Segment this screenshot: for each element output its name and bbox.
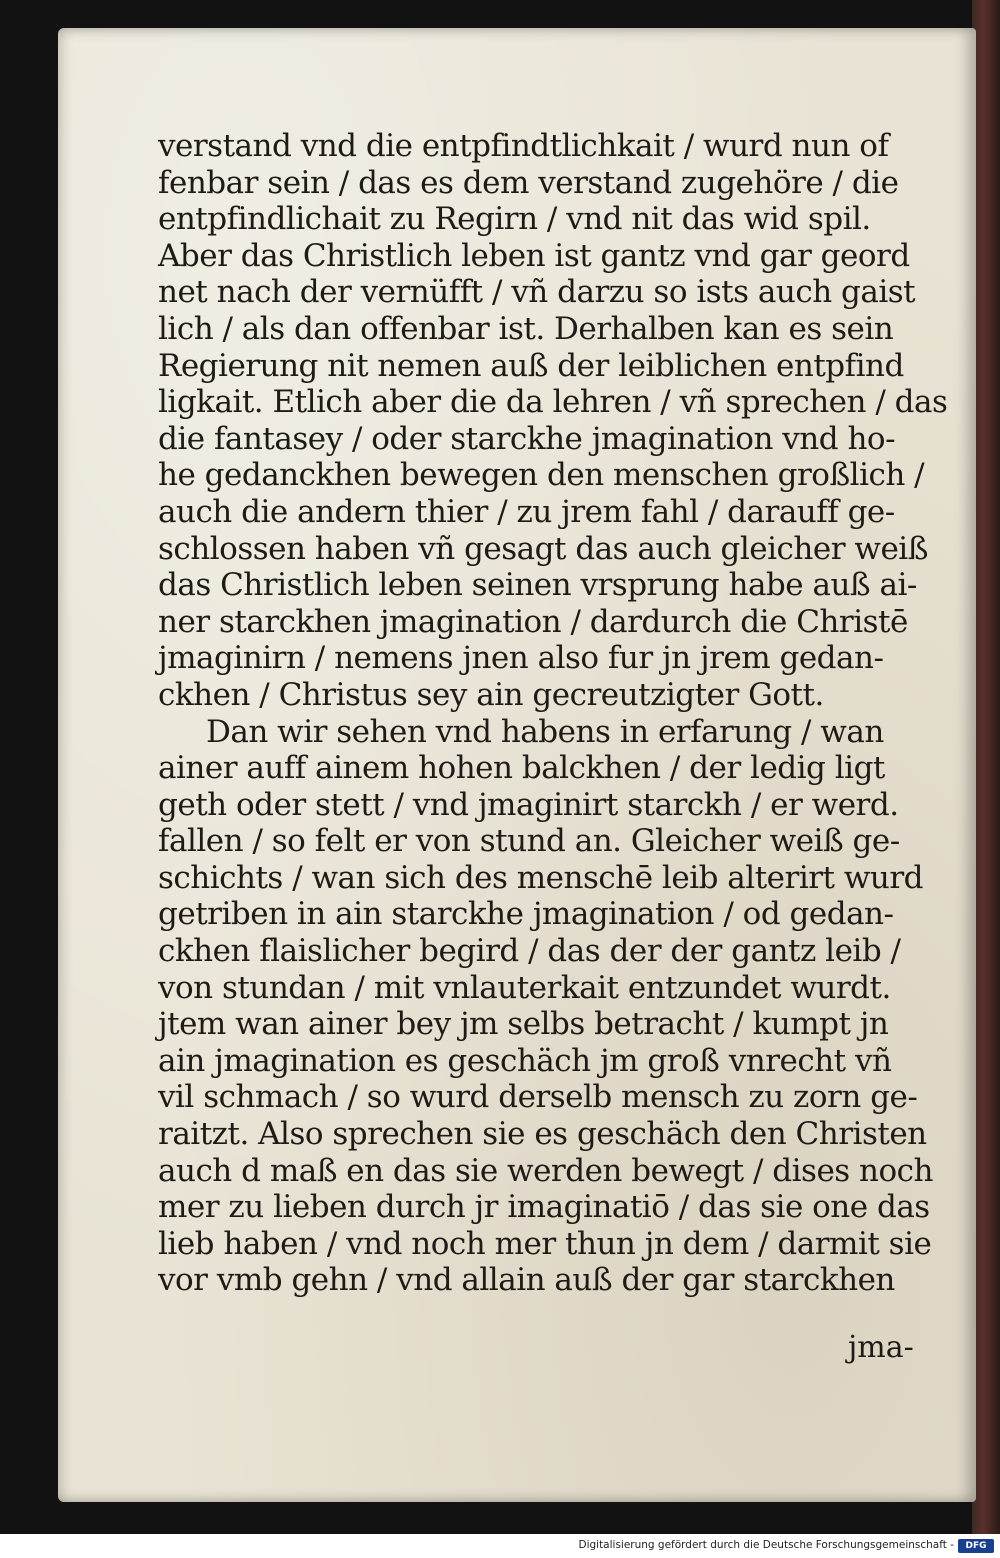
dfg-logo: DFG [958,1539,994,1553]
text-line: ligkait. Etlich aber die da lehren / vñ sprechen / das [158,384,948,421]
text-line: Regierung nit nemen auß der leiblichen entpfind [158,347,904,384]
text-line: ain jmagination es geschäch jm groß vnrecht vñ [158,1042,892,1079]
text-line: net nach der vernüfft / vñ darzu so ists auch gaist [158,274,916,311]
digitization-footer [0,1534,1000,1558]
text-line: vil schmach / so wurd derselb mensch zu zorn ge- [158,1079,918,1116]
text-line: auch d maß en das sie werden bewegt / dises noch [158,1152,934,1189]
text-line: verstand vnd die entpfindtlichkait / wurd nun of [158,128,889,164]
text-line: vor vmb gehn / vnd allain auß der gar starckhen [158,1262,895,1299]
text-line: ner starckhen jmagination / dardurch die Christē [158,603,908,640]
text-line: auch die andern thier / zu jrem fahl / darauff ge- [158,493,895,530]
book-edge [972,0,1000,1558]
text-line: die fantasey / oder starckhe jmagination vnd ho- [158,420,896,457]
text-line: ainer auff ainem hohen balckhen / der ledig ligt [158,750,885,787]
text-line: he gedanckhen bewegen den menschen großlich / [158,457,925,494]
text-line: entpfindlichait zu Regirn / vnd nit das wid spil. [158,201,871,238]
page-text [158,128,948,1299]
text-line: Dan wir sehen vnd habens in erfarung / wan [206,713,884,750]
text-line: jmaginirn / nemens jnen also fur jn jrem gedan- [158,640,884,677]
text-line: ckhen flaislicher begird / das der der gantz leib / [158,933,901,970]
funding-credit: Digitalisierung gefördert durch die Deutsche Forschungsgemeinschaft - [578,1539,954,1551]
catchword: jma- [848,1330,914,1365]
text-line: fallen / so felt er von stund an. Gleicher weiß ge- [158,823,900,860]
text-line: Aber das Christlich leben ist gantz vnd gar geord [158,237,910,274]
text-line: geth oder stett / vnd jmaginirt starckh / er werd. [158,786,899,823]
text-line: schlossen haben vñ gesagt das auch gleicher weiß [158,530,928,567]
text-line: getriben in ain starckhe jmagination / od gedan- [158,896,894,933]
text-line: mer zu lieben durch jr imaginatiō / das sie one das [158,1189,930,1226]
text-line: schichts / wan sich des menschē leib alterirt wurd [158,859,924,896]
text-line: raitzt. Also sprechen sie es geschäch den Christen [158,1116,927,1153]
text-line: fenbar sein / das es dem verstand zugehöre / die [158,164,899,201]
text-line: jtem wan ainer bey jm selbs betracht / kumpt jn [158,1006,889,1043]
text-line: ckhen / Christus sey ain gecreutzigter Gott. [158,676,824,713]
text-line: das Christlich leben seinen vrsprung habe auß ai- [158,567,917,604]
text-line: lich / als dan offenbar ist. Derhalben kan es sein [158,310,894,347]
text-line: von stundan / mit vnlauterkait entzundet wurdt. [158,969,891,1006]
text-line: lieb haben / vnd noch mer thun jn dem / darmit sie [158,1225,932,1262]
